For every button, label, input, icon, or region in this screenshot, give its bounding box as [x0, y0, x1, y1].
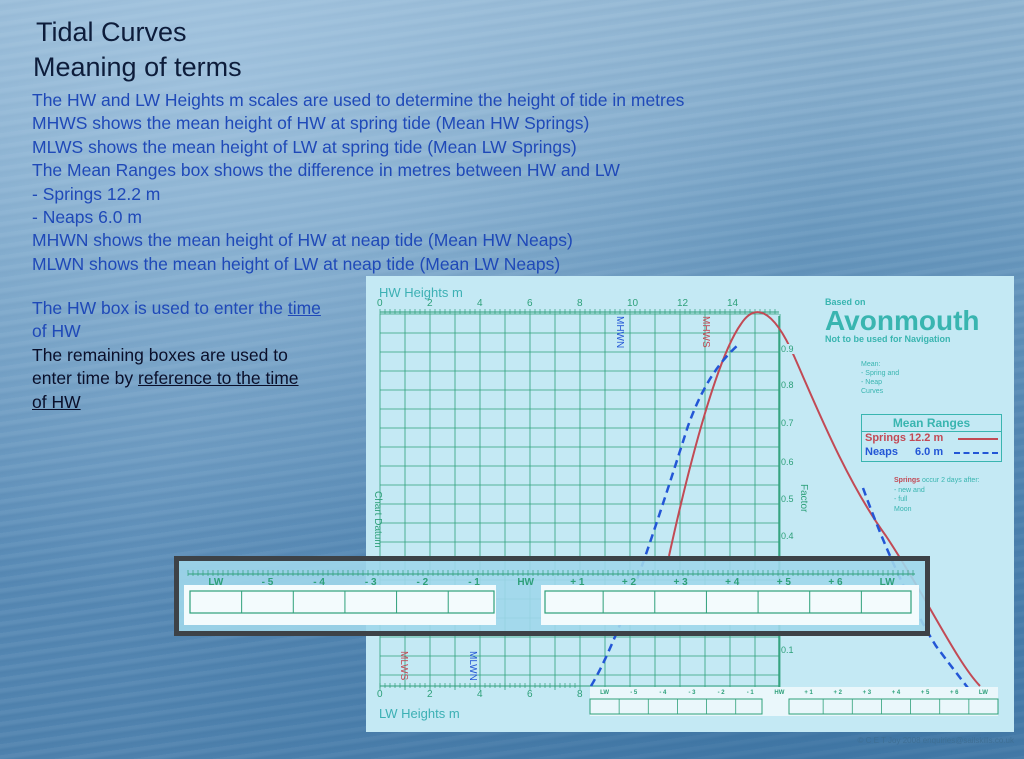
hw-heights-label: HW Heights m: [379, 285, 463, 300]
time-entry-cell[interactable]: [294, 592, 344, 612]
term-line: MLWS shows the mean height of LW at spring tide (Mean LW Springs): [32, 136, 577, 157]
springs-occurrence-note: [894, 476, 980, 514]
time-table-label: - 1: [468, 577, 480, 588]
tidal-curve-chart: [366, 276, 1014, 732]
navigation-warning: Not to be used for Navigation: [825, 334, 951, 344]
neaps-legend-line: [954, 452, 998, 454]
time-table-label: + 1: [570, 577, 585, 588]
time-table-label: HW: [517, 577, 534, 588]
time-entry-cell[interactable]: [759, 592, 809, 612]
time-entry-table: [174, 556, 930, 636]
time-table-label: LW: [208, 577, 224, 588]
mlws-label: MLWS: [398, 651, 409, 681]
small-table-label: + 3: [862, 690, 872, 696]
springs-note-word: Springs: [894, 477, 921, 484]
time-entry-cell[interactable]: [243, 592, 293, 612]
time-table-label: - 3: [364, 577, 377, 588]
time-entry-cell[interactable]: [191, 592, 241, 612]
small-table-label: - 5: [630, 690, 638, 696]
mean-note-line: Curves: [861, 388, 884, 395]
mhws-label: MHWS: [700, 316, 711, 348]
factor-tick-label: 0.7: [781, 418, 794, 428]
term-line: MHWS shows the mean height of HW at spring tide (Mean HW Springs): [32, 113, 590, 134]
mean-note-line: Mean:: [861, 361, 881, 368]
time-entry-cell[interactable]: [346, 592, 396, 612]
time-table-label: - 4: [313, 577, 325, 588]
lw-tick-label: 4: [477, 689, 483, 700]
term-line: The HW and LW Heights m scales are used to determine the height of tide in metres: [32, 90, 685, 110]
terms-list: [32, 89, 684, 276]
page-subtitle: Meaning of terms: [33, 52, 242, 82]
springs-range-label: Springs 12.2 m: [865, 432, 944, 444]
lw-tick-label: 8: [577, 689, 583, 700]
time-entry-cell[interactable]: [449, 592, 499, 612]
term-line: - Neaps 6.0 m: [32, 207, 142, 228]
based-on-label: Based on: [825, 297, 866, 307]
small-table-label: - 2: [717, 690, 725, 696]
small-table-label: + 4: [891, 690, 901, 696]
time-entry-cell[interactable]: [398, 592, 448, 612]
factor-tick-label: 0.6: [781, 457, 794, 467]
small-table-label: + 2: [833, 690, 842, 696]
time-table-label: + 6: [828, 577, 843, 588]
hw-note-text: of HW: [32, 321, 81, 342]
term-line: - Springs 12.2 m: [32, 183, 161, 204]
small-table-label: + 6: [950, 690, 959, 696]
copyright-notice: © C E T Joy 2008 enquiries@sailskills.co.uk: [857, 736, 1014, 745]
page-title: Tidal Curves: [36, 17, 187, 47]
hw-tick-label: 8: [577, 298, 583, 309]
hw-note-link[interactable]: of HW: [32, 391, 81, 412]
mean-ranges-title: Mean Ranges: [862, 415, 1001, 432]
time-table-label: + 3: [673, 577, 688, 588]
hw-note-text: The remaining boxes are used to: [32, 344, 288, 365]
hw-tick-label: 2: [427, 298, 433, 309]
lw-tick-label: 6: [527, 689, 533, 700]
time-link[interactable]: time: [287, 298, 321, 318]
springs-legend-line: [958, 438, 998, 440]
mean-curves-note: [861, 360, 899, 396]
lw-heights-label: LW Heights m: [379, 706, 460, 721]
time-table-label: + 5: [776, 577, 791, 588]
factor-tick-label: 0.4: [781, 531, 794, 541]
small-table-label: - 4: [659, 690, 667, 696]
time-table-label: + 2: [621, 577, 637, 588]
time-entry-cell[interactable]: [811, 592, 861, 612]
chart-datum-label: Chart Datum: [372, 491, 383, 548]
small-table-label: + 5: [920, 690, 930, 696]
hw-box-note: [32, 297, 362, 414]
small-table-label: LW: [978, 690, 988, 696]
time-entry-cell[interactable]: [862, 592, 912, 612]
factor-tick-label: 0.1: [781, 645, 794, 655]
time-table-label: LW: [879, 577, 895, 588]
mean-note-line: - Spring and: [861, 370, 900, 377]
time-table-label: + 4: [725, 577, 740, 588]
neaps-range-label: Neaps: [865, 446, 899, 458]
time-entry-cell[interactable]: [707, 592, 757, 612]
reference-link[interactable]: reference to the time: [138, 368, 299, 389]
lw-tick-label: 2: [427, 689, 433, 700]
small-table-label: HW: [774, 690, 785, 696]
term-line: MLWN shows the mean height of LW at neap tide (Mean LW Neaps): [32, 253, 561, 274]
lw-tick-label: 0: [377, 689, 383, 700]
term-line: The Mean Ranges box shows the difference in metres between HW and LW: [32, 160, 620, 181]
mean-ranges-box: [861, 414, 1002, 462]
small-table-label: LW: [600, 690, 610, 696]
factor-label: Factor: [798, 484, 809, 513]
hw-tick-label: 10: [627, 298, 639, 309]
springs-note-text: occur 2 days after:: [920, 477, 980, 484]
hw-tick-label: 12: [677, 298, 689, 309]
time-table-label: - 5: [261, 577, 274, 588]
term-line: MHWN shows the mean height of HW at neap tide (Mean HW Neaps): [32, 230, 573, 251]
mlwn-label: MLWN: [467, 651, 478, 681]
port-name: Avonmouth: [825, 305, 980, 336]
time-entry-cell[interactable]: [604, 592, 654, 612]
hw-tick-label: 14: [727, 298, 739, 309]
hw-tick-label: 4: [477, 298, 483, 309]
hw-note-text: The HW box is used to enter the: [32, 298, 288, 318]
mhwn-label: MHWN: [614, 316, 625, 349]
springs-note-line: Moon: [894, 505, 912, 513]
neaps-range-value: 6.0 m: [915, 446, 944, 458]
factor-tick-label: 0.5: [781, 494, 794, 504]
mean-note-line: - Neap: [861, 379, 883, 386]
hw-tick-label: 0: [377, 298, 383, 309]
factor-tick-label: 0.9: [781, 344, 794, 354]
small-table-label: - 3: [688, 690, 696, 696]
hw-note-text: enter time by: [32, 368, 139, 389]
small-table-label: - 1: [746, 690, 754, 696]
time-entry-cell[interactable]: [656, 592, 706, 612]
small-table-label: + 1: [804, 690, 813, 696]
springs-note-line: - new and: [894, 486, 925, 494]
springs-note-line: - full: [894, 496, 908, 503]
factor-tick-label: 0.8: [781, 380, 794, 390]
hw-tick-label: 6: [527, 298, 533, 309]
time-table-label: - 2: [416, 577, 429, 588]
